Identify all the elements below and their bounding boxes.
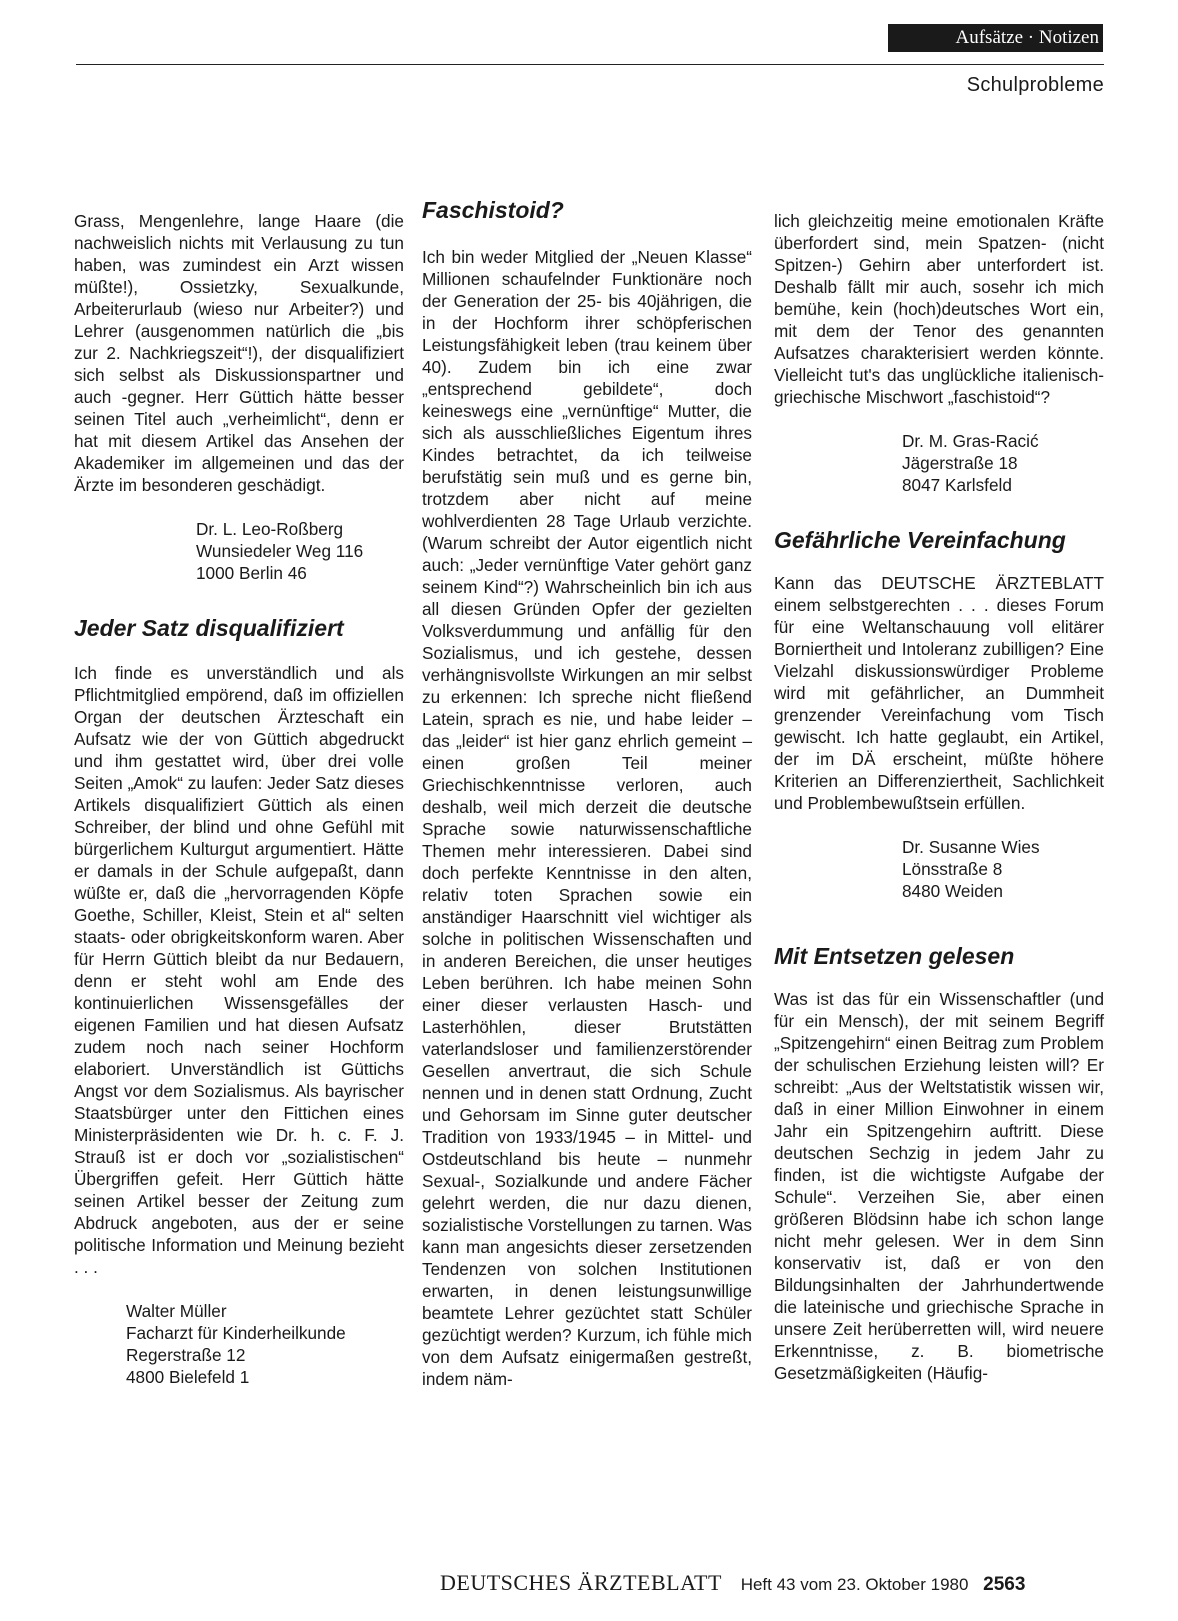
heading-mit-entsetzen: Mit Entsetzen gelesen <box>774 943 1015 969</box>
letter-wies-text: Kann das DEUTSCHE ÄRZTEBLATT einem selbstgerechten . . . dieses Forum für eine Weltanschauung voll elitärer Borniertheit und Intoleranz zubilligen? Eine Vielzahl diskussionswürdiger Probleme wird mit gefährlicher, an Dummheit grenzender Vereinfachung vom Tisch gewischt. Ich hatte geglaubt, ein Artikel, der im DÄ erscheint, müßte höhere Kriterien an Differenziertheit, Sachlichkeit und Problembewußtsein erfüllen. <box>774 573 1104 813</box>
column-left <box>74 210 404 1388</box>
signature-leo-rossberg: Dr. L. Leo-Roßberg Wunsiedeler Weg 116 1000 Berlin 46 <box>196 519 364 583</box>
header-rule <box>76 64 1104 65</box>
column-middle <box>422 197 752 1390</box>
heading-jeder-satz: Jeder Satz disqualifiziert <box>74 615 344 641</box>
column-right <box>774 210 1104 1384</box>
letter-gras-racic-text: Ich bin weder Mitglied der „Neuen Klasse“ Millionen schaufelnder Funktionäre noch der Generation der 25- bis 40jährigen, die in der Hochform ihrer schöpferischen Leistungsfähigkeit leben (trau keinem über 40). Zudem bin ich eine zwar „entsprechend gebildete“, doch keineswegs eine „vernünftige“ Mutter, die sich als ausschließliches Eigentum ihres Kindes betrachtet, da ich teilweise berufstätig sein muß und es gerne bin, trotzdem aber nicht auf meine wohlverdienten 28 Tage Urlaub verzichte. (Warum schreibt der Autor eigentlich nicht auch: „Jeder vernünftige Vater gehört ganz seinem Kind“?) Wahrscheinlich bin ich aus all diesen Gründen Opfer der gezielten Volksverdummung und anfällig für den Sozialismus, und ich gestehe, dessen verhängnisvollste Wirkungen an mir selbst zu erkennen: Ich spreche nicht fließend Latein, sprach es nie, und habe leider – das „leider“ ist hier ganz ehrlich gemeint – einen großen Teil meiner Griechischkenntnisse verloren, auch deshalb, weil mich derzeit die deutsche Sprache sowie naturwissenschaftliche Themen mehr interessieren. Dabei sind doch perfekte Kenntnisse in den alten, relativ toten Sprachen sowie ein anständiger Haarschnitt viel wichtiger als solche in politischen Wissenschaften und in anderen Bereichen, die unser heutiges Leben berühren. Ich habe meinen Sohn einer dieser verlausten Hasch- und Lasterhöhlen, dieser Brutstätten vaterlandsloser und familienzerstörender Gesellen anvertraut, die sich Schule nennen und in denen statt Ordnung, Zucht und Gehorsam im Sinne guter deutscher Tradition von 1933/1945 – in Mittel- und Ostdeutschland bis heute – nunmehr Sexual-, Sozialkunde und andere Fächer gelehrt werden, die nur dazu dienen, sozialistische Vorstellungen zu tarnen. Was kann man angesichts dieser zersetzenden Tendenzen von solchen Institutionen erwarten, in denen leistungsunwillige beamtete Lehrer gezüchtet statt Schüler gezüchtigt werden? Kurzum, ich fühle mich von dem Aufsatz einigermaßen gestreßt, indem näm- <box>422 247 752 1389</box>
letter-leo-rossberg-text: Grass, Mengenlehre, lange Haare (die nachweislich nichts mit Verlausung zu tun haben, was zumindest ein Arzt wissen müßte!), Ossietzky, Sexualkunde, Arbeiterurlaub (wieso nur Arbeiter?) und Lehrer (ausgenommen natürlich die „bis zur 2. Nachkriegszeit“!), der disqualifiziert sich selbst als Diskussionspartner und auch -gegner. Herr Güttich hätte besser seinen Titel auch „verheimlicht“, denn er hat mit diesem Artikel das Ansehen der Akademiker im allgemeinen und das der Ärzte im besonderen geschädigt. <box>74 211 404 495</box>
section-badge: Aufsätze · Notizen <box>888 24 1103 52</box>
signature-mueller: Walter Müller Facharzt für Kinderheilkunde Regerstraße 12 4800 Bielefeld 1 <box>126 1301 346 1387</box>
page-number: 2563 <box>983 1574 1026 1595</box>
letter-mueller-text: Ich finde es unverständlich und als Pflichtmitglied empörend, daß im offiziellen Organ der deutschen Ärzteschaft ein Aufsatz wie der von Güttich abgedruckt und ihm gestattet wird, über drei volle Seiten „Amok“ zu laufen: Jeder Satz dieses Artikels disqualifiziert Güttich als einen Schreiber, der blind und ohne Gefühl mit bürgerlichem Kulturgut argumentiert. Hätte er damals in der Schule aufgepaßt, dann wüßte er, daß die „hervorragenden Köpfe Goethe, Schiller, Kleist, Stein et al“ selten staats- oder obrigkeitskonform waren. Aber für Herrn Güttich bleibt da nur Bedauern, denn er steht wohl am Ende des kontinuierlichen Wissensgefälles der eigenen Familien und hat diesen Aufsatz zudem noch nach seiner Hochform elaboriert. Unverständlich ist Güttichs Angst vor dem Sozialismus. Als bayrischer Staatsbürger unter den Fittichen eines Ministerpräsidenten wie Dr. h. c. F. J. Strauß ist er doch vor „sozialistischen“ Übergriffen gefeit. Herr Güttich hätte seinen Artikel besser der Zeitung zum Abdruck angeboten, aus der er seine politische Information und Meinung bezieht . . . <box>74 663 404 1277</box>
page-footer <box>440 1570 1025 1596</box>
issue-info: Heft 43 vom 23. Oktober 1980 <box>740 1575 969 1594</box>
heading-gefaehrliche-vereinfachung: Gefährliche Vereinfachung <box>774 527 1066 553</box>
section-label: Schulprobleme <box>966 74 1104 96</box>
heading-faschistoid: Faschistoid? <box>422 197 564 223</box>
letter-entsetzen-text: Was ist das für ein Wissenschaftler (und für ein Mensch), der mit seinem Begriff „Spitzengehirn“ einen Beitrag zum Problem der schulischen Erziehung leisten will? Er schreibt: „Aus der Weltstatistik wissen wir, daß in einer Million Einwohner in einem Jahr ein Spitzengehirn auftritt. Diese deutschen Sechzig in jedem Jahr zu finden, ist die wichtigste Aufgabe der Schule“. Verzeihen Sie, aber einen größeren Blödsinn habe ich schon lange nicht mehr gelesen. Wer in dem Sinn konservativ ist, daß er von den Bildungsinhalten der Jahrhundertwende die lateinische und griechische Sprache in unsere Zeit herüberretten will, wird neuere Erkenntnisse, z. B. biometrische Gesetzmäßigkeiten (Häufig- <box>774 989 1104 1383</box>
signature-gras-racic: Dr. M. Gras-Racić Jägerstraße 18 8047 Karlsfeld <box>902 431 1039 495</box>
signature-wies: Dr. Susanne Wies Lönsstraße 8 8480 Weiden <box>902 837 1040 901</box>
journal-name: DEUTSCHES ÄRZTEBLATT <box>440 1570 722 1595</box>
letter-gras-racic-continued: lich gleichzeitig meine emotionalen Kräfte überfordert sind, mein Spatzen- (nicht Spitzen-) Gehirn aber unterfordert ist. Deshalb fällt mir auch, sosehr ich mich bemühe, kein (hoch)deutsches Wort ein, mit dem der Tenor des genannten Aufsatzes charakterisiert werden könnte. Vielleicht tut's das unglückliche italienisch-griechische Mischwort „faschistoid“? <box>774 211 1104 407</box>
